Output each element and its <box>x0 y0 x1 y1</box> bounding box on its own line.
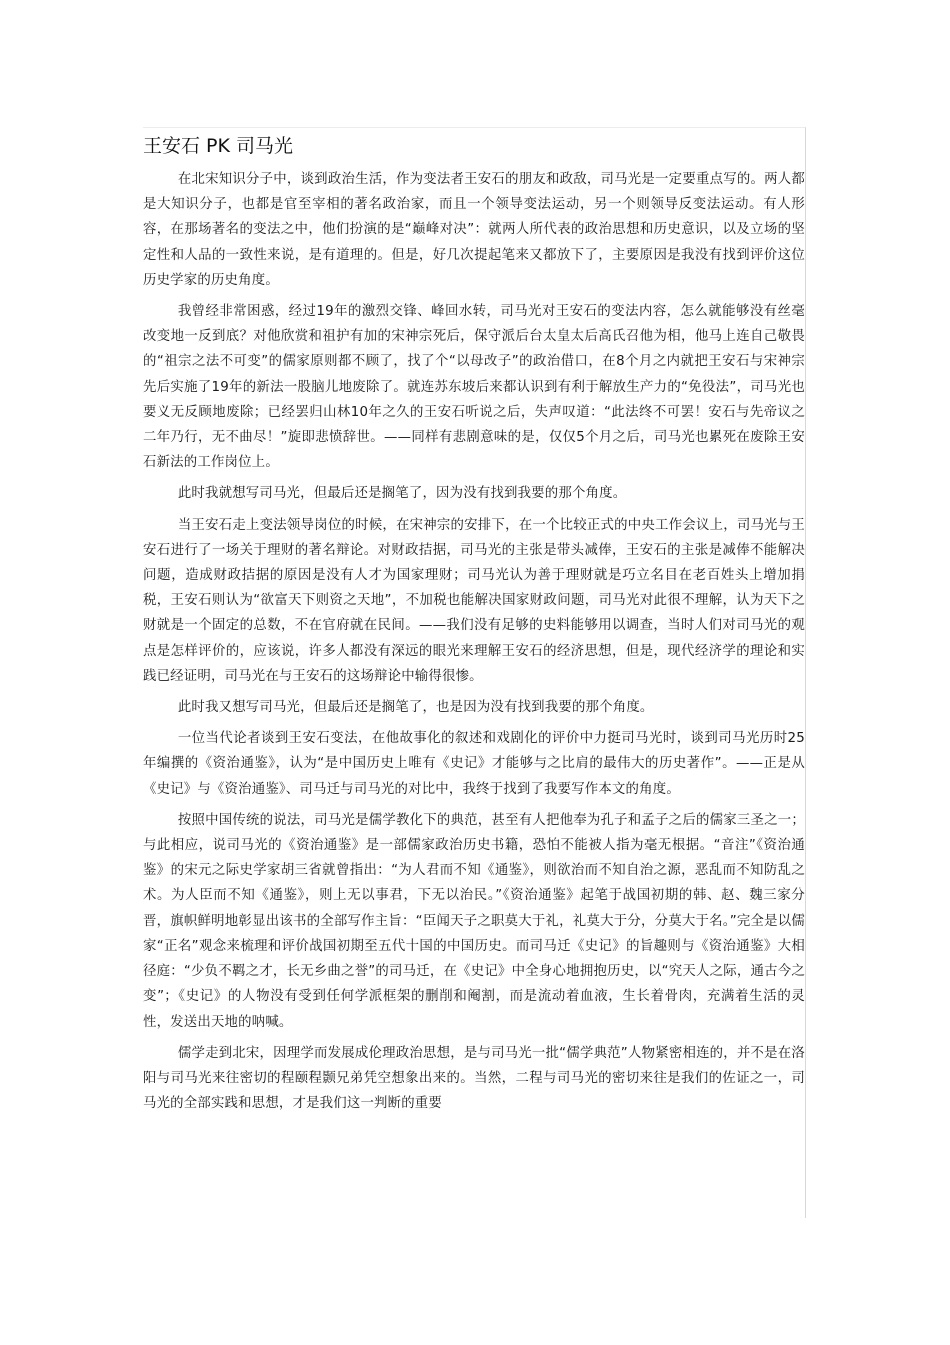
paragraph-1: 在北宋知识分子中，谈到政治生活，作为变法者王安石的朋友和政敌，司马光是一定要重点写的。两人都是大知识分子，也都是官至宰相的著名政治家，而且一个领导变法运动，另一个则领导反变法运动。有人形容，在那场著名的变法之中，他们扮演的是“巅峰对决”：就两人所代表的政治思想和历史意识，以及立场的坚定性和人品的一致性来说，是有道理的。但是，好几次提起笔来又都放下了，主要原因是我没有找到评价这位历史学家的历史角度。 <box>143 172 805 288</box>
page-title: 王安石 PK 司马光 <box>143 135 293 157</box>
paragraph-3: 此时我就想写司马光，但最后还是搁笔了，因为没有找到我要的那个角度。 <box>177 486 627 502</box>
paragraph-4: 当王安石走上变法领导岗位的时候，在宋神宗的安排下，在一个比较正式的中央工作会议上，司马光与王安石进行了一场关于理财的著名辩论。对财政拮据，司马光的主张是带头减俸，王安石的主张是减俸不能解决问题，造成财政拮据的原因是没有人才为国家理财；司马光认为善于理财就是巧立名目在老百姓头上增加捐税，王安石则认为“欲富天下则资之天地”，不加税也能解决国家财政问题，司马光对此很不理解，认为天下之财就是一个固定的总数，不在官府就在民间。——我们没有足够的史料能够用以调查，当时人们对司马光的观点是怎样评价的，应该说，许多人都没有深远的眼光来理解王安石的经济思想，但是，现代经济学的理论和实践已经证明，司马光在与王安石的这场辩论中输得很惨。 <box>143 517 805 684</box>
paragraph-8: 儒学走到北宋，因理学而发展成伦理政治思想，是与司马光一批“儒学典范”人物紧密相连的，并不是在洛阳与司马光来往密切的程颐程颢兄弟凭空想象出来的。当然，二程与司马光的密切来往是我们的佐证之一，司马光的全部实践和思想，才是我们这一判断的重要 <box>143 1045 805 1112</box>
paragraph-2: 我曾经非常困惑，经过19年的激烈交锋、峰回水转，司马光对王安石的变法内容，怎么就能够没有丝毫改变地一反到底？对他欣赏和祖护有加的宋神宗死后，保守派后台太皇太后高氏召他为相，他马上连自己敬畏的“祖宗之法不可变”的儒家原则都不顾了，找了个“以母改子”的政治借口，在8个月之内就把王安石与宋神宗先后实施了19年的新法一股脑儿地废除了。就连苏东坡后来都认识到有利于解放生产力的“免役法”，司马光也要义无反顾地废除；已经罢归山林10年之久的王安石听说之后，失声叹道：“此法终不可罢！安石与先帝议之二年乃行，无不曲尽！”旋即悲愤辞世。——同样有悲剧意味的是，仅仅5个月之后，司马光也累死在废除王安石新法的工作岗位上。 <box>143 304 805 471</box>
paragraph-7: 按照中国传统的说法，司马光是儒学教化下的典范，甚至有人把他奉为孔子和孟子之后的儒家三圣之一；与此相应，说司马光的《资治通鉴》是一部儒家政治历史书籍，恐怕不能被人指为毫无根据。“音注”《资治通鉴》的宋元之际史学家胡三省就曾指出：“为人君而不知《通鉴》，则欲治而不知自治之源，恶乱而不知防乱之术。为人臣而不知《通鉴》，则上无以事君，下无以治民。”《资治通鉴》起笔于战国初期的韩、赵、魏三家分晋，旗帜鲜明地彰显出该书的全部写作主旨：“臣闻天子之职莫大于礼，礼莫大于分，分莫大于名。”完全是以儒家“正名”观念来梳理和评价战国初期至五代十国的中国历史。而司马迁《史记》的旨趣则与《资治通鉴》大相径庭：“少负不羁之才，长无乡曲之誉”的司马迁，在《史记》中全身心地拥抱历史，以“究天人之际，通古今之变”；《史记》的人物没有受到任何学派框架的删削和阉割，而是流动着血液，生长着骨肉，充满着生活的灵性，发送出天地的呐喊。 <box>143 812 805 1030</box>
document-body <box>143 133 805 1122</box>
paragraph-5: 此时我又想写司马光，但最后还是搁笔了，也是因为没有找到我要的那个角度。 <box>177 700 654 716</box>
paragraph-6: 一位当代论者谈到王安石变法，在他故事化的叙述和戏剧化的评价中力挺司马光时，谈到司马光历时25年编撰的《资治通鉴》，认为“是中国历史上唯有《史记》才能够与之比肩的最伟大的历史著作”。——正是从《史记》与《资治通鉴》、司马迁与司马光的对比中，我终于找到了我要写作本文的角度。 <box>143 731 805 797</box>
